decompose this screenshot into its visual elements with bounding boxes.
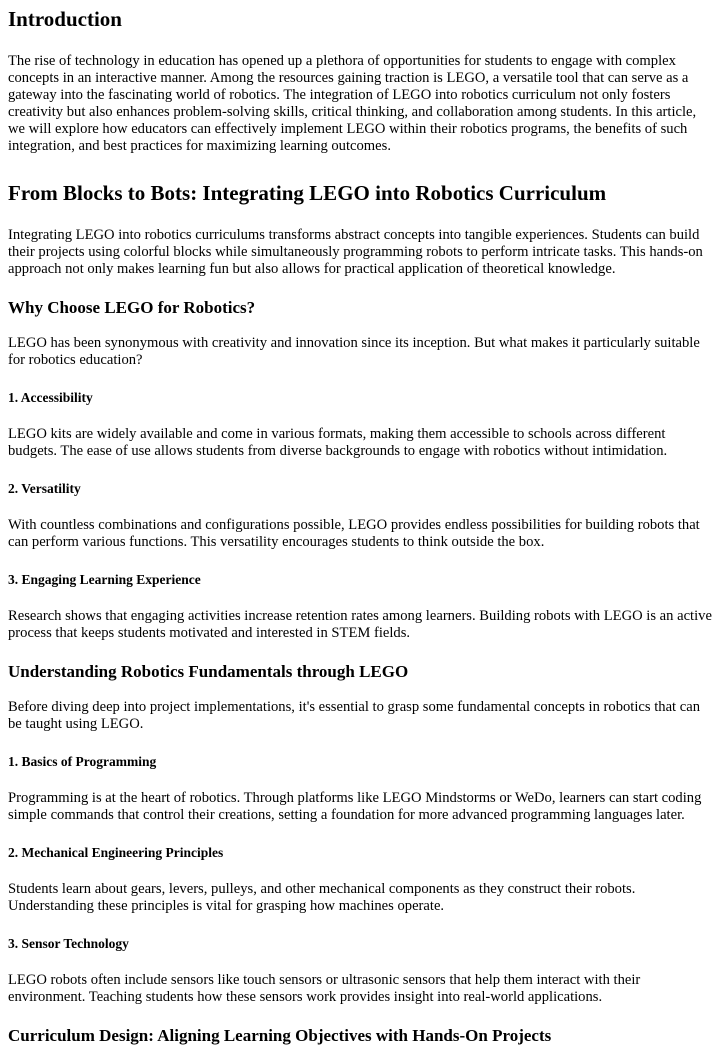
- why-lego-heading: Why Choose LEGO for Robotics?: [8, 298, 256, 317]
- blocks-to-bots-heading: From Blocks to Bots: Integrating LEGO into Robotics Curriculum: [8, 181, 607, 205]
- accessibility-heading: 1. Accessibility: [8, 390, 93, 405]
- intro-paragraph: The rise of technology in education has opened up a plethora of opportunities for students to engage with complex concepts in an interactive manner. Among the resources gaining traction is LEGO, a versatile tool that can serve as a gateway into the fascinating world of robotics. The integration of LEGO into robotics curriculum not only fosters creativity but also enhances problem-solving skills, critical thinking, and collaboration among students. In this article, we will explore how educators can effectively implement LEGO within their robotics programs, the benefits of such integration, and best practices for maximizing learning outcomes.: [8, 53, 697, 154]
- accessibility-paragraph: LEGO kits are widely available and come in various formats, making them accessible to schools across different budgets. The ease of use allows students from diverse backgrounds to engage with robotics without intimidation.: [8, 426, 668, 459]
- programming-paragraph: Programming is at the heart of robotics. Through platforms like LEGO Mindstorms or WeDo, learners can start coding simple commands that control their creations, setting a foundation for more advanced programming languages later.: [8, 790, 702, 823]
- engaging-learning-heading: 3. Engaging Learning Experience: [8, 572, 201, 587]
- programming-heading: 1. Basics of Programming: [8, 754, 157, 769]
- why-lego-paragraph: LEGO has been synonymous with creativity and innovation since its inception. But what makes it particularly suitable for robotics education?: [8, 335, 700, 368]
- versatility-heading: 2. Versatility: [8, 481, 81, 496]
- mechanical-paragraph: Students learn about gears, levers, pulleys, and other mechanical components as they construct their robots. Understanding these principles is vital for grasping how machines operate.: [8, 881, 636, 914]
- article: [0, 6, 712, 1046]
- sensor-paragraph: LEGO robots often include sensors like touch sensors or ultrasonic sensors that help them interact with their environment. Teaching students how these sensors work provides insight into real-world applications.: [8, 972, 641, 1005]
- versatility-paragraph: With countless combinations and configurations possible, LEGO provides endless possibilities for building robots that can perform various functions. This versatility encourages students to think outside the box.: [8, 517, 700, 550]
- mechanical-heading: 2. Mechanical Engineering Principles: [8, 845, 224, 860]
- blocks-to-bots-paragraph: Integrating LEGO into robotics curriculums transforms abstract concepts into tangible experiences. Students can build their projects using colorful blocks while simultaneously programming robots to perform intricate tasks. This hands-on approach not only makes learning fun but also allows for practical application of theoretical knowledge.: [8, 227, 703, 277]
- sensor-heading: 3. Sensor Technology: [8, 936, 129, 951]
- fundamentals-heading: Understanding Robotics Fundamentals through LEGO: [8, 662, 409, 681]
- engaging-learning-paragraph: Research shows that engaging activities increase retention rates among learners. Building robots with LEGO is an active process that keeps students motivated and interested in STEM fields.: [8, 608, 712, 641]
- intro-heading: Introduction: [8, 7, 122, 31]
- curriculum-design-heading: Curriculum Design: Aligning Learning Objectives with Hands-On Projects: [8, 1026, 552, 1045]
- fundamentals-paragraph: Before diving deep into project implementations, it's essential to grasp some fundamental concepts in robotics that can be taught using LEGO.: [8, 699, 701, 732]
